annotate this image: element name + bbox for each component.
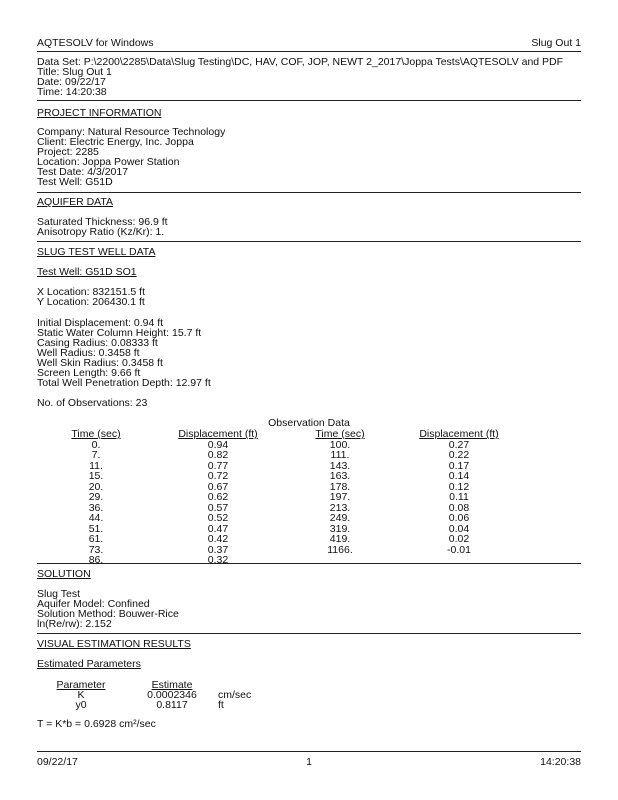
obs-disp-cell: 0.82 [207,449,229,461]
obs-time-cell: 100. [329,438,351,451]
slug-y-location: Y Location: 206430.1 ft [37,296,145,308]
footer-date: 09/22/17 [37,756,78,768]
param-unit: cm/sec [218,689,252,701]
slug-x-location: X Location: 832151.5 ft [37,286,145,298]
param-unit: ft [218,699,224,711]
obs-time-cell: 0. [91,438,101,451]
visual-heading: VISUAL ESTIMATION RESULTS [37,638,191,650]
obs-disp-cell: 0.77 [207,459,229,472]
obs-time-cell: 15. [88,470,104,482]
obs-disp-cell: 0.94 [207,438,229,451]
header-title: Slug Out 1 [531,37,581,49]
param-name: K [77,689,85,701]
obs-time-cell: 36. [88,501,104,514]
obs-disp-cell: 0.04 [448,522,470,535]
project-company: Company: Natural Resource Technology [37,126,226,138]
obs-time-cell: 44. [88,512,104,524]
slug-observation-count: No. of Observations: 23 [37,397,148,409]
obs-time-cell: 1166. [327,543,353,556]
obs-disp-cell: 0.06 [448,512,470,524]
param-name: y0 [75,699,87,711]
obs-disp-cell: 0.47 [207,522,229,535]
slug-test-well: Test Well: G51D SO1 [37,266,137,278]
obs-time-cell: 178. [329,480,351,493]
obs-disp-cell: 0.42 [207,533,229,545]
solution-heading: SOLUTION [37,568,91,580]
obs-time-cell: 163. [329,470,351,482]
obs-time-cell: 29. [88,491,104,503]
slug-static-water: Static Water Column Height: 15.7 ft [37,327,202,339]
param-value: 0.0002346 [147,689,197,701]
divider [37,100,581,101]
obs-time-cell: 213. [329,501,351,514]
obs-disp-cell: 0.22 [448,449,470,461]
slug-initial-displacement: Initial Displacement: 0.94 ft [37,317,164,329]
obs-time-cell: 319. [329,522,351,535]
obs-col-time-2 [306,440,374,556]
obs-time-cell: 51. [88,522,104,535]
obs-disp-cell: 0.62 [207,491,229,503]
aquifer-anisotropy: Anisotropy Ratio (Kz/Kr): 1. [37,226,165,238]
info-date: Date: 09/22/17 [37,76,106,88]
divider [37,563,581,564]
slug-skin-radius: Well Skin Radius: 0.3458 ft [37,357,163,369]
obs-disp-cell: 0.12 [448,480,470,493]
visual-subheading: Estimated Parameters [37,658,141,670]
footer-page-number: 1 [306,756,312,768]
obs-disp-cell: 0.72 [207,470,229,482]
aquifer-thickness: Saturated Thickness: 96.9 ft [37,216,168,228]
obs-time-cell: 61. [88,533,104,545]
obs-time-cell: 20. [88,480,104,493]
project-client: Client: Electric Energy, Inc. Joppa [37,136,194,148]
param-header: Parameter [56,679,106,691]
header-divider [37,51,581,52]
obs-time-cell: 143. [329,459,351,472]
obs-time-cell: 419. [329,533,351,545]
project-test-well: Test Well: G51D [37,176,113,188]
obs-header-displacement-2: Displacement (ft) [419,428,499,440]
footer-time: 14:20:38 [540,756,581,768]
obs-time-cell: 249. [329,512,351,524]
obs-disp-cell: 0.52 [207,512,229,524]
obs-disp-cell: 0.67 [207,480,229,493]
project-test-date: Test Date: 4/3/2017 [37,166,129,178]
obs-disp-cell: 0.02 [448,533,470,545]
obs-col-time-1 [62,440,130,566]
obs-col-displacement-2 [411,440,507,556]
obs-disp-cell: -0.01 [447,543,471,556]
obs-disp-cell: 0.32 [207,554,229,566]
slug-casing-radius: Casing Radius: 0.08333 ft [37,337,158,349]
data-set-path: Data Set: P:\2200\2285\Data\Slug Testing\DC, HAV, COF, JOP, NEWT 2_2017\Joppa Tests\AQTESOLV and PDF [37,56,564,68]
obs-time-cell: 73. [88,543,104,556]
solution-type: Slug Test [37,588,80,600]
obs-disp-cell: 0.14 [448,470,470,482]
divider [37,633,581,634]
obs-time-cell: 11. [89,459,103,472]
obs-header-time-1: Time (sec) [71,428,121,440]
obs-header-displacement-1: Displacement (ft) [178,428,258,440]
observation-table [0,428,618,566]
slug-heading: SLUG TEST WELL DATA [37,246,156,258]
obs-disp-cell: 0.27 [448,438,470,451]
app-name: AQTESOLV for Windows [37,37,154,49]
slug-well-radius: Well Radius: 0.3458 ft [37,347,140,359]
estimate-header: Estimate [151,679,193,691]
obs-disp-cell: 0.11 [449,491,469,503]
project-heading: PROJECT INFORMATION [37,107,162,119]
footer-divider [37,751,581,752]
solution-method: Solution Method: Bouwer-Rice [37,608,179,620]
obs-disp-cell: 0.17 [448,459,470,472]
obs-disp-cell: 0.08 [448,501,470,514]
solution-ln-ratio: ln(Re/rw): 2.152 [37,618,112,630]
obs-disp-cell: 0.37 [207,543,229,556]
obs-col-displacement-1 [171,440,265,566]
solution-model: Aquifer Model: Confined [37,598,150,610]
aquifer-heading: AQUIFER DATA [37,196,114,208]
slug-penetration-depth: Total Well Penetration Depth: 12.97 ft [37,377,211,389]
obs-disp-cell: 0.57 [207,501,229,514]
param-value: 0.8117 [156,699,188,711]
obs-time-cell: 111. [330,449,350,461]
observation-table-title: Observation Data [268,417,350,429]
divider [37,192,581,193]
transmissivity-result: T = K*b = 0.6928 cm²/sec [37,718,156,730]
project-location: Location: Joppa Power Station [37,156,180,168]
info-title: Title: Slug Out 1 [37,66,112,78]
obs-time-cell: 197. [329,491,351,503]
info-time: Time: 14:20:38 [37,86,107,98]
obs-header-time-2: Time (sec) [315,428,365,440]
project-number: Project: 2285 [37,146,99,158]
obs-time-cell: 7. [91,449,101,461]
obs-time-cell: 86. [88,554,104,566]
slug-screen-length: Screen Length: 9.66 ft [37,367,141,379]
divider [37,241,581,242]
